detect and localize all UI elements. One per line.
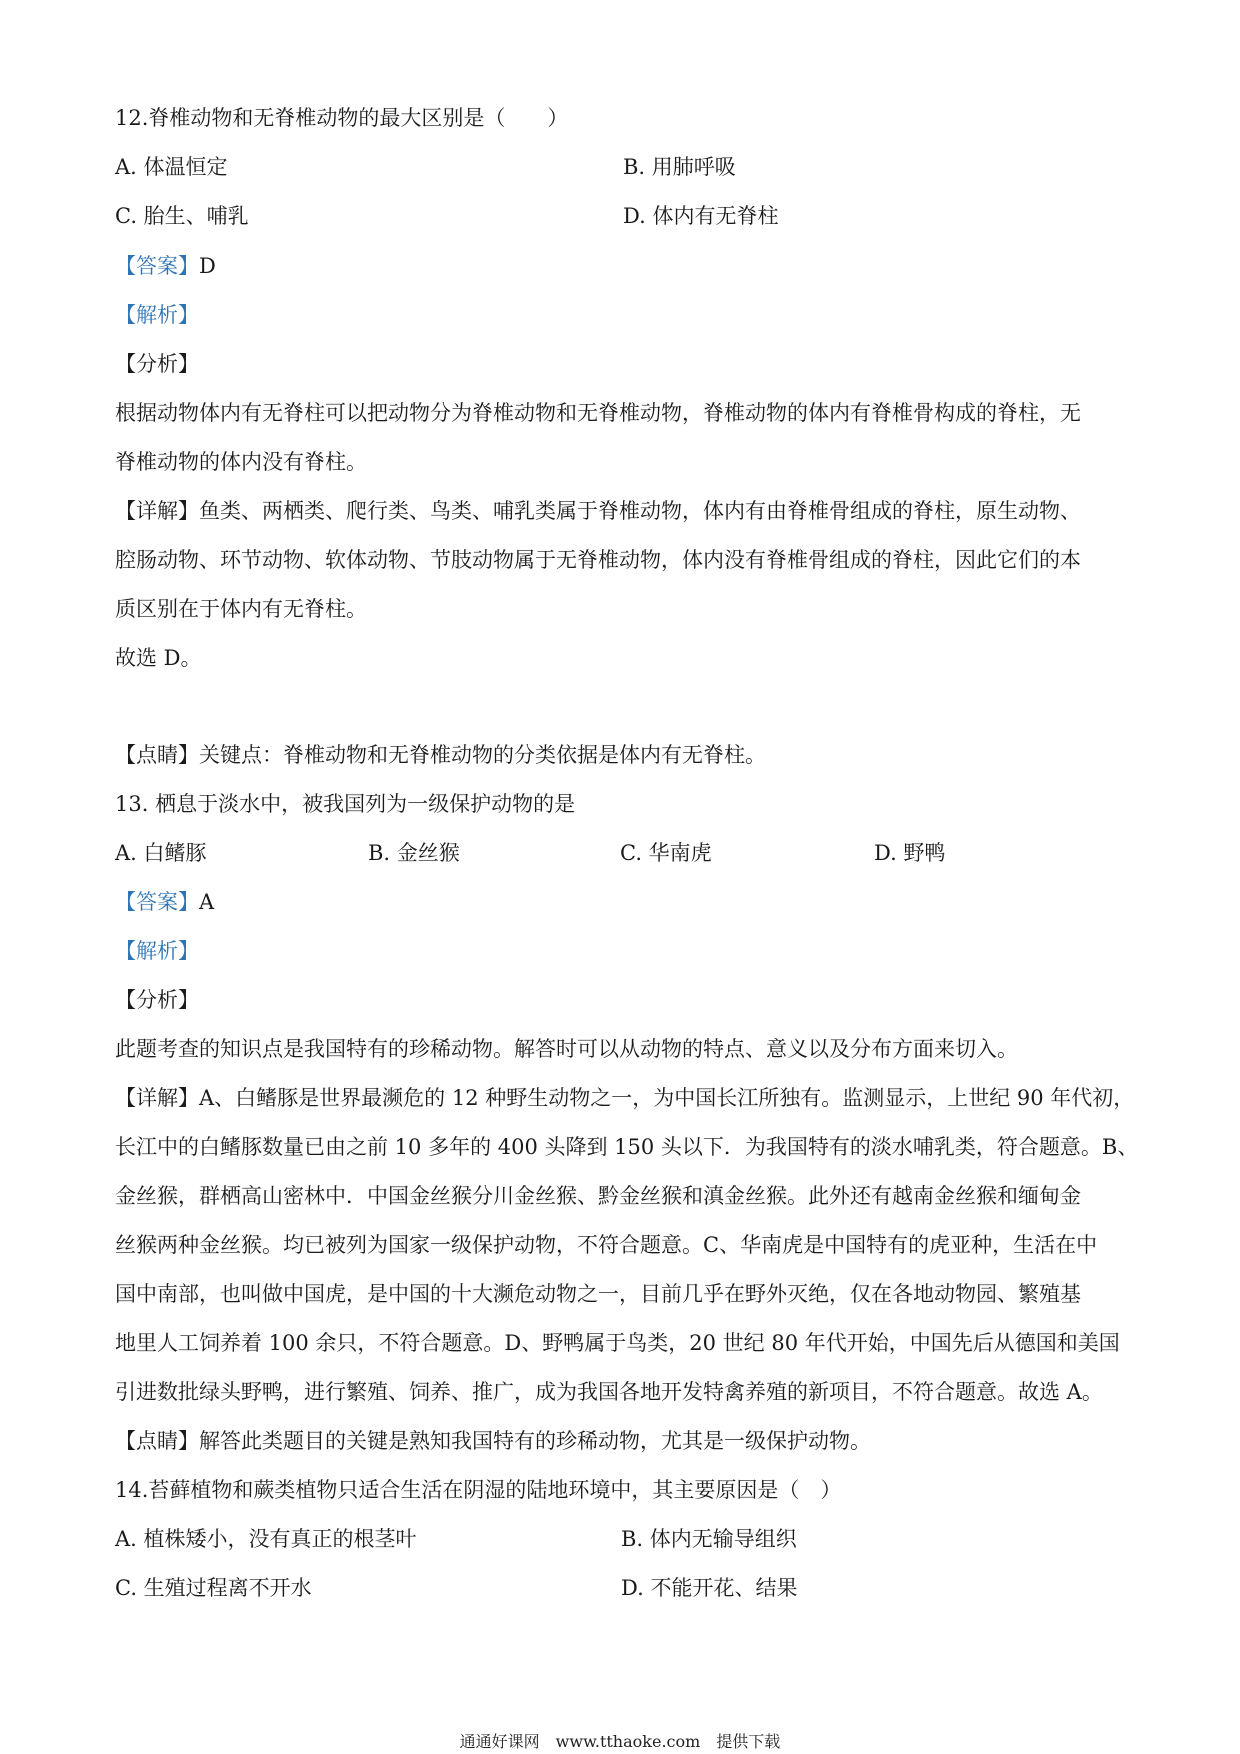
q13-option-c: C. 华南虎 — [620, 841, 712, 865]
dianjing-tag: 【点睛】 — [115, 1429, 199, 1453]
q14-option-b: B. 体内无输导组织 — [621, 1527, 797, 1551]
answer-value: D — [199, 254, 216, 278]
q13-xiangjie-line-4: 丝猴两种金丝猴。均已被列为国家一级保护动物，不符合题意。C、华南虎是中国特有的虎亚种，生活在中 — [115, 1233, 1098, 1257]
answer-tag: 【答案】 — [115, 254, 199, 278]
page-footer: 通通好课网 www.tthaoke.com 提供下载 — [459, 1732, 781, 1751]
q12-stem: 12.脊椎动物和无脊椎动物的最大区别是（ ） — [115, 106, 569, 130]
answer-tag: 【答案】 — [115, 890, 199, 914]
q14-stem: 14.苔藓植物和蕨类植物只适合生活在阴湿的陆地环境中，其主要原因是（ ） — [115, 1478, 842, 1502]
xiangjie-text: 鱼类、两栖类、爬行类、鸟类、哺乳类属于脊椎动物，体内有由脊椎骨组成的脊柱，原生动物、 — [199, 499, 1081, 523]
q13-xiangjie-line-6: 地里人工饲养着 100 余只，不符合题意。D、野鸭属于鸟类，20 世纪 80 年代开始，中国先后从德国和美国 — [115, 1331, 1120, 1355]
q13-xiangjie-line-1 — [115, 1084, 1135, 1112]
q12-answer — [115, 252, 1135, 280]
q13-stem: 13. 栖息于淡水中，被我国列为一级保护动物的是 — [115, 792, 576, 816]
q12-option-b: B. 用肺呼吸 — [623, 155, 736, 179]
q13-fenxi-line-1: 此题考查的知识点是我国特有的珍稀动物。解答时可以从动物的特点、意义以及分布方面来切入。 — [115, 1037, 1018, 1061]
q14-option-c: C. 生殖过程离不开水 — [115, 1576, 312, 1600]
q12-option-a: A. 体温恒定 — [115, 155, 228, 179]
q13-option-a: A. 白鳍豚 — [115, 841, 207, 865]
answer-value: A — [199, 890, 215, 914]
q12-fenxi-line-1: 根据动物体内有无脊柱可以把动物分为脊椎动物和无脊椎动物，脊椎动物的体内有脊椎骨构成的脊柱，无 — [115, 401, 1081, 425]
dianjing-tag: 【点睛】 — [115, 743, 199, 767]
q12-xiangjie-line-2: 腔肠动物、环节动物、软体动物、节肢动物属于无脊椎动物，体内没有脊椎骨组成的脊柱，因此它们的本 — [115, 548, 1081, 572]
q12-option-c: C. 胎生、哺乳 — [115, 204, 249, 228]
q12-jiexi-tag: 【解析】 — [115, 303, 199, 327]
q12-xiangjie-line-1 — [115, 497, 1135, 525]
q13-dianjing — [115, 1427, 1135, 1455]
q12-option-d: D. 体内有无脊柱 — [623, 204, 779, 228]
q13-xiangjie-line-2: 长江中的白鳍豚数量已由之前 10 多年的 400 头降到 150 头以下．为我国特有的淡水哺乳类，符合题意。B、 — [115, 1135, 1139, 1159]
q13-jiexi-tag: 【解析】 — [115, 939, 199, 963]
q14-option-d: D. 不能开花、结果 — [621, 1576, 798, 1600]
q12-conclusion: 故选 D。 — [115, 646, 202, 670]
q13-option-b: B. 金丝猴 — [368, 841, 460, 865]
q12-xiangjie-line-3: 质区别在于体内有无脊柱。 — [115, 597, 367, 621]
xiangjie-tag: 【详解】 — [115, 1086, 199, 1110]
q13-xiangjie-line-5: 国中南部，也叫做中国虎，是中国的十大濒危动物之一，目前几乎在野外灭绝，仅在各地动物园、繁殖基 — [115, 1282, 1081, 1306]
dianjing-text: 关键点：脊椎动物和无脊椎动物的分类依据是体内有无脊柱。 — [199, 743, 766, 767]
q12-fenxi-line-2: 脊椎动物的体内没有脊柱。 — [115, 450, 367, 474]
q14-option-a: A. 植株矮小，没有真正的根茎叶 — [115, 1527, 417, 1551]
dianjing-text: 解答此类题目的关键是熟知我国特有的珍稀动物，尤其是一级保护动物。 — [199, 1429, 871, 1453]
q13-xiangjie-line-3: 金丝猴，群栖高山密林中．中国金丝猴分川金丝猴、黔金丝猴和滇金丝猴。此外还有越南金丝猴和缅甸金 — [115, 1184, 1081, 1208]
q12-fenxi-tag: 【分析】 — [115, 352, 199, 376]
q13-fenxi-tag: 【分析】 — [115, 988, 199, 1012]
q13-xiangjie-line-7: 引进数批绿头野鸭，进行繁殖、饲养、推广，成为我国各地开发特禽养殖的新项目，不符合题意。故选 A。 — [115, 1380, 1103, 1404]
q12-dianjing — [115, 741, 1135, 769]
q13-answer — [115, 888, 1135, 916]
xiangjie-text: A、白鳍豚是世界最濒危的 12 种野生动物之一，为中国长江所独有。监测显示，上世纪 90 年代初， — [199, 1086, 1135, 1110]
xiangjie-tag: 【详解】 — [115, 499, 199, 523]
q13-option-d: D. 野鸭 — [874, 841, 946, 865]
